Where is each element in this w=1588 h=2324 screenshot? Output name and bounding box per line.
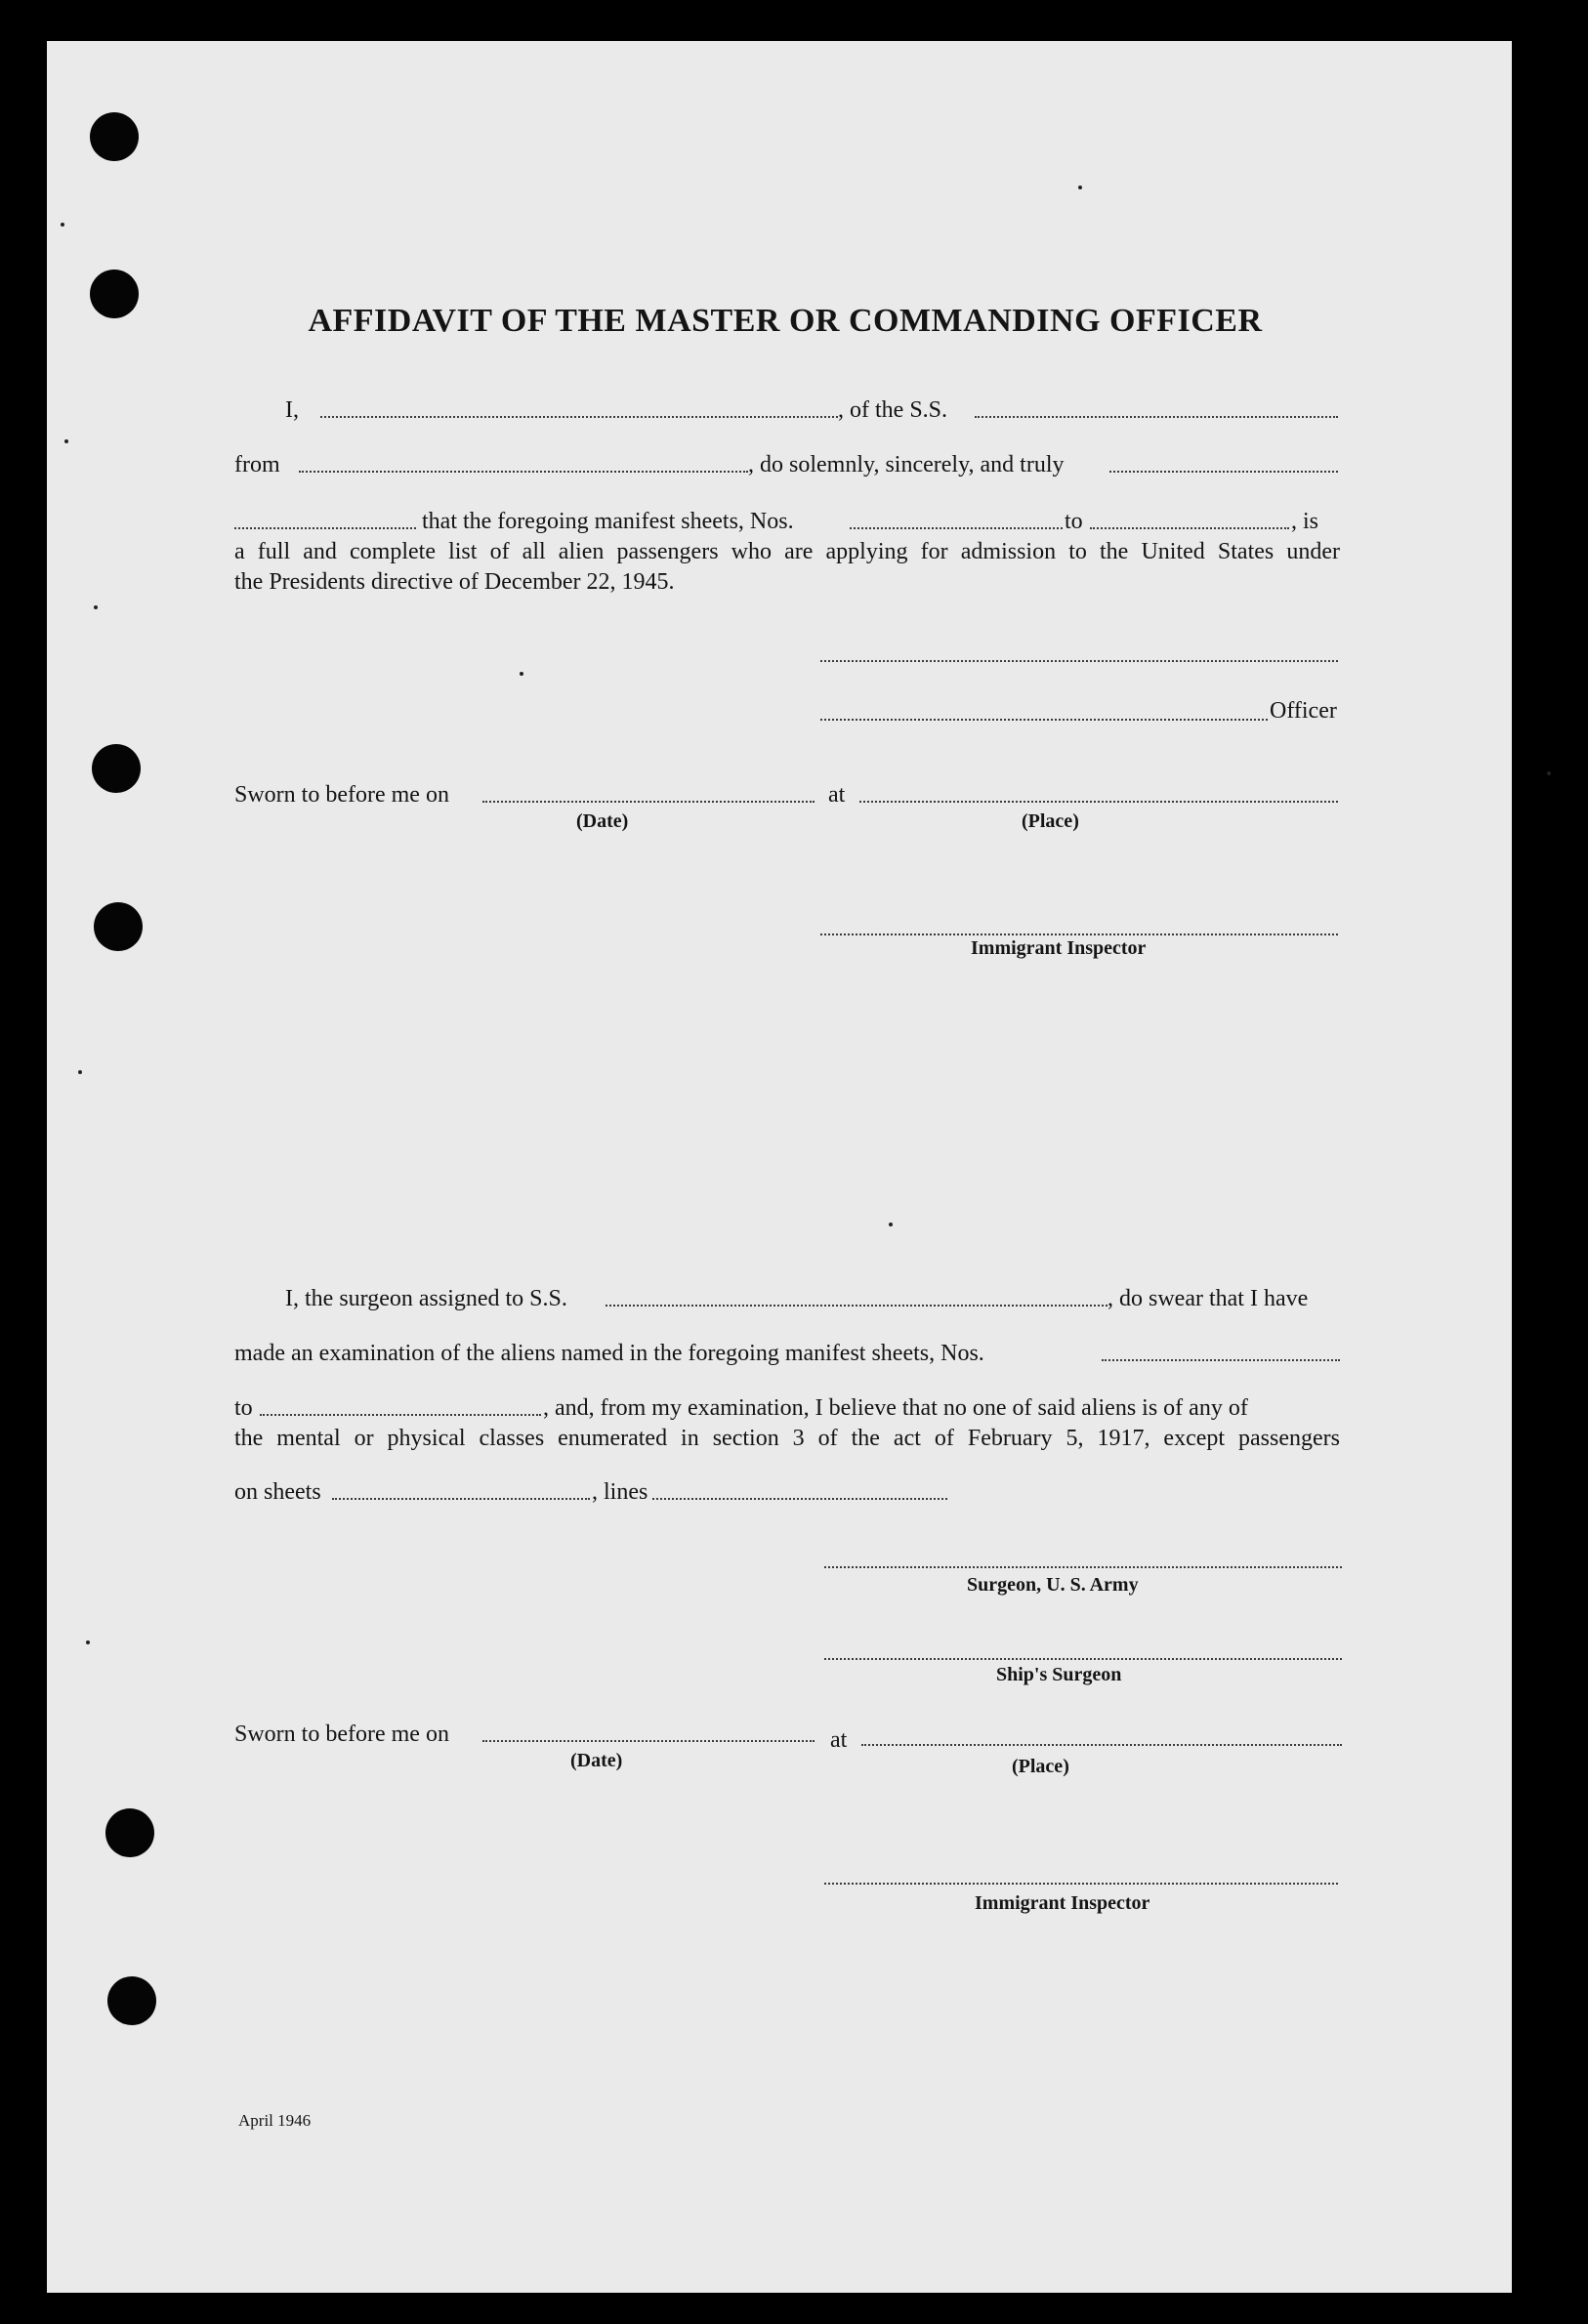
binder-hole xyxy=(90,112,139,161)
surgeon-line3-prefix: to xyxy=(234,1395,253,1421)
except-lines-field[interactable] xyxy=(652,1498,947,1500)
form-date-footer: April 1946 xyxy=(238,2111,312,2130)
surgeon-line5-middle: , lines xyxy=(592,1479,648,1505)
surgeon-line2: made an examination of the aliens named in the foregoing manifest sheets, Nos. xyxy=(234,1341,984,1366)
ship-surgeon-signature-field[interactable] xyxy=(824,1658,1342,1660)
surgeon-sworn-place-field[interactable] xyxy=(861,1744,1342,1746)
surgeon-inspector-signature-field[interactable] xyxy=(824,1883,1338,1885)
scan-speck xyxy=(1078,186,1082,189)
scan-speck xyxy=(64,439,68,443)
scan-speck xyxy=(889,1223,893,1226)
binder-hole xyxy=(92,744,141,793)
sworn-at: at xyxy=(828,782,846,808)
surgeon-sheets-to-field[interactable] xyxy=(260,1414,541,1416)
ship-surgeon-caption: Ship's Surgeon xyxy=(996,1664,1122,1685)
officer-label: Officer xyxy=(1270,698,1337,724)
army-surgeon-caption: Surgeon, U. S. Army xyxy=(967,1574,1139,1596)
page-title: AFFIDAVIT OF THE MASTER OR COMMANDING OFFICER xyxy=(308,303,1263,339)
oath-word-field[interactable] xyxy=(1109,471,1338,473)
master-paragraph xyxy=(234,537,1340,598)
sworn-place-field[interactable] xyxy=(859,801,1338,803)
sworn-prefix: Sworn to before me on xyxy=(234,782,449,808)
scan-speck xyxy=(94,605,98,609)
surgeon-sworn-at: at xyxy=(830,1727,848,1753)
binder-hole xyxy=(90,270,139,318)
scan-speck xyxy=(78,1070,82,1074)
document-page xyxy=(47,41,1512,2293)
master-line3-to: to xyxy=(1065,509,1083,534)
sheet-to-field[interactable] xyxy=(1090,527,1289,529)
scan-speck xyxy=(61,223,64,227)
surgeon-line4: the mental or physical classes enumerated in section 3 of the act of February 5, 1917, except passengers xyxy=(234,1426,1340,1451)
master-line3-end: , is xyxy=(1291,509,1319,534)
surgeon-line1-end: , do swear that I have xyxy=(1107,1286,1309,1311)
inspector-caption: Immigrant Inspector xyxy=(971,937,1147,959)
surgeon-sheets-from-field[interactable] xyxy=(1102,1359,1340,1361)
master-line5: the Presidents directive of December 22, 1945. xyxy=(234,569,675,595)
master-line2-prefix: from xyxy=(234,452,280,477)
master-line2-middle: , do solemnly, sincerely, and truly xyxy=(748,452,1065,477)
binder-hole xyxy=(94,902,143,951)
master-line1-middle: , of the S.S. xyxy=(838,397,948,423)
ship-name-field[interactable] xyxy=(975,416,1338,418)
surgeon-inspector-caption: Immigrant Inspector xyxy=(975,1892,1150,1914)
master-name-field[interactable] xyxy=(320,416,838,418)
surgeon-ship-field[interactable] xyxy=(606,1305,1107,1307)
binder-hole xyxy=(105,1808,154,1857)
surgeon-paragraph xyxy=(234,1424,1340,1454)
surgeon-sworn-date-field[interactable] xyxy=(482,1740,815,1742)
except-sheets-field[interactable] xyxy=(332,1498,590,1500)
sheet-from-field[interactable] xyxy=(850,527,1063,529)
sworn-date-field[interactable] xyxy=(482,801,815,803)
officer-signature-field[interactable] xyxy=(820,719,1268,721)
master-line4: a full and complete list of all alien passengers who are applying for admission to the United States under xyxy=(234,539,1340,564)
scan-speck xyxy=(1547,771,1551,775)
scan-speck xyxy=(520,672,523,676)
surgeon-line5-prefix: on sheets xyxy=(234,1479,321,1505)
surgeon-date-caption: (Date) xyxy=(570,1750,623,1771)
army-surgeon-signature-field[interactable] xyxy=(824,1566,1342,1568)
surgeon-line3-rest: , and, from my examination, I believe that no one of said aliens is of any of xyxy=(543,1395,1248,1421)
oath-word-field-2[interactable] xyxy=(234,527,416,529)
scan-speck xyxy=(86,1640,90,1644)
surgeon-line1-prefix: I, the surgeon assigned to S.S. xyxy=(285,1286,567,1311)
master-line1-prefix: I, xyxy=(285,397,299,423)
surgeon-sworn-prefix: Sworn to before me on xyxy=(234,1722,449,1747)
place-caption: (Place) xyxy=(1022,810,1079,832)
date-caption: (Date) xyxy=(576,810,629,832)
from-port-field[interactable] xyxy=(299,471,748,473)
inspector-signature-field[interactable] xyxy=(820,934,1338,935)
surgeon-place-caption: (Place) xyxy=(1012,1756,1069,1777)
master-signature-field[interactable] xyxy=(820,660,1338,662)
binder-hole xyxy=(107,1976,156,2025)
master-line3-middle: that the foregoing manifest sheets, Nos. xyxy=(422,509,794,534)
